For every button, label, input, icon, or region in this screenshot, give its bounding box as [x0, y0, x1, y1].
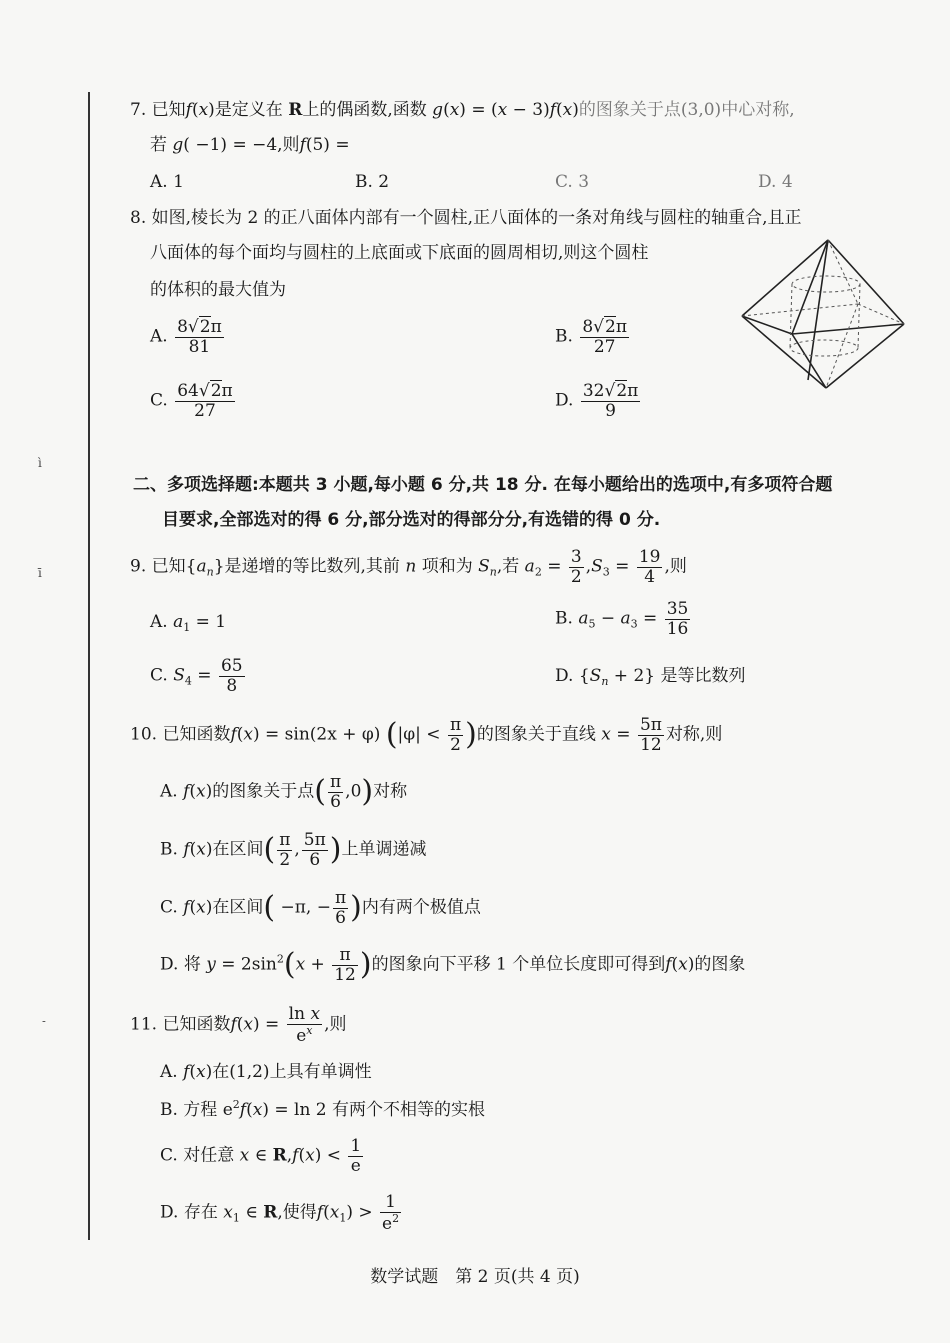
- question-11-stem: 11. 已知函数f(x) = $\frac{\text{ln x}}{e^x}$ ,则: [130, 1004, 347, 1046]
- question-9-option-c: C. $S_4$ = $\frac{65}{8}$: [150, 656, 243, 696]
- question-10-option-a: A. f(x)的图象关于点( $\frac{\pi}{6}$ ,0)对称: [160, 772, 408, 812]
- question-10-option-d: D. 将 $y = 2\sin^2(x$ + $\frac{\pi}{12}$ )的图象向下平移 1 个单位长度即可得到f(x)的图象: [160, 945, 746, 985]
- question-10-option-c: C. f(x)在区间( −π, − $\frac{\pi}{6}$ )内有两个极值点: [160, 888, 481, 928]
- question-9-option-b: B. $a_5 - a_3$ = $\frac{35}{16}$: [555, 599, 689, 639]
- question-8-line-2: 八面体的每个面均与圆柱的上底面或下底面的圆周相切,则这个圆柱: [150, 243, 649, 263]
- question-7-option-b: B. 2: [355, 172, 390, 192]
- question-8-option-d: D. $\frac{32√2\pi}{9}$: [555, 381, 639, 421]
- section-2-heading-line-2: 目要求,全部选对的得 6 分,部分选对的得部分分,有选错的得 0 分.: [162, 510, 661, 530]
- question-7-option-d: D. 4: [758, 172, 793, 192]
- question-11-option-d: D. 存在 $x_1$ ∈ R,使得$f(x_1)$ > $\frac{1}{e^2}$: [160, 1192, 400, 1234]
- side-mark: ī: [38, 566, 42, 580]
- octahedron-figure: [740, 238, 908, 396]
- question-11-option-a: A. f(x)在(1,2)上具有单调性: [160, 1062, 372, 1082]
- question-11-option-c: C. 对任意 x ∈ R,f(x) < $\frac{1}{e}$: [160, 1136, 362, 1176]
- question-8-line-3: 的体积的最大值为: [150, 280, 286, 300]
- side-mark: ì: [38, 456, 42, 470]
- question-7-line-1: 7. 已知f(x)是定义在 R上的偶函数,函数 g(x) = (x − 3)f(x)的图象关于点(3,0)中心对称,: [130, 100, 795, 120]
- question-10-option-b: B. f(x)在区间( $\frac{\pi}{2}$ , $\frac{5\pi}{6}$ )上单调递减: [160, 830, 427, 870]
- question-9-option-d: D. $\{S_n + 2\}$ 是等比数列: [555, 666, 746, 688]
- question-10-stem: 10. 已知函数f(x) = sin(2x + φ) (|φ| < $\frac{\pi}{2}$ )的图象关于直线 x = $\frac{5\pi}{12}$ 对称,则: [130, 715, 723, 755]
- question-8-option-b: B. $\frac{8√2\pi}{27}$: [555, 317, 627, 357]
- page-footer: 数学试题 第 2 页(共 4 页): [370, 1267, 580, 1287]
- question-9-stem: 9. 已知$\{a_n\}$是递增的等比数列,其前 n 项和为 $S_n$,若 $a_2$ = $\frac{3}{2}$ $,S_3$ = $\frac{19}{4}$ ,则: [130, 547, 687, 587]
- question-8-option-a: A. $\frac{8√2\pi}{81}$: [150, 317, 222, 357]
- question-7-option-c: C. 3: [555, 172, 590, 192]
- question-7-option-a: A. 1: [150, 172, 184, 192]
- margin-line: [88, 92, 90, 1240]
- question-8-line-1: 8. 如图,棱长为 2 的正八面体内部有一个圆柱,正八面体的一条对角线与圆柱的轴重合,且正: [130, 208, 802, 228]
- question-9-option-a: A. $a_1 = 1$: [150, 612, 227, 634]
- question-11-option-b: B. 方程 $e^2f(x) = \ln 2$ 有两个不相等的实根: [160, 1098, 486, 1120]
- question-8-option-c: C. $\frac{64√2\pi}{27}$: [150, 381, 233, 421]
- side-mark: ˗: [42, 1014, 46, 1028]
- section-2-heading-line-1: 二、多项选择题:本题共 3 小题,每小题 6 分,共 18 分. 在每小题给出的选项中,有多项符合题: [133, 475, 833, 495]
- question-7-line-2: 若 g( −1) = −4,则f(5) =: [150, 135, 350, 155]
